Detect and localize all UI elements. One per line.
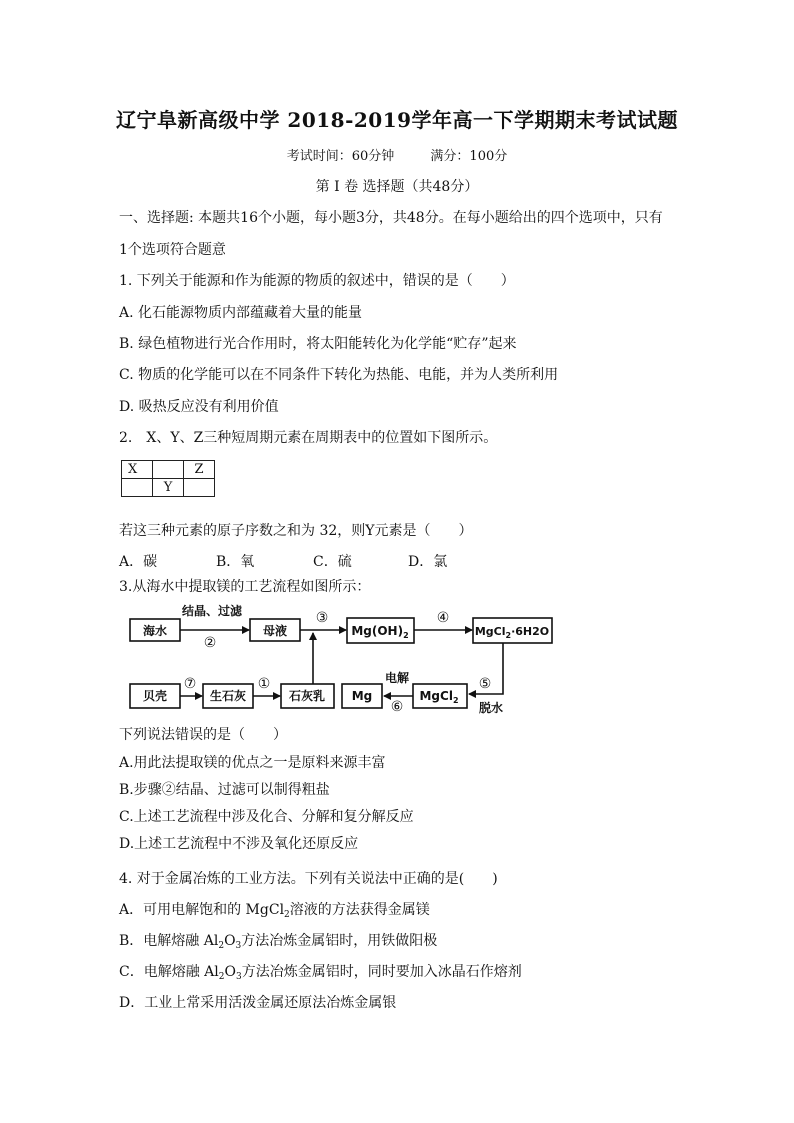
label-crystallize-filter: 结晶、过滤 (181, 604, 243, 618)
q3-option-d: D.上述工艺流程中不涉及氧化还原反应 (119, 836, 359, 852)
label-shell: 贝壳 (142, 689, 168, 703)
step-7: ⑦ (183, 676, 197, 692)
exam-score: 满分：100分 (430, 149, 508, 164)
q2-stem: 2. X、Y、Z三种短周期元素在周期表中的位置如下图所示。 (119, 430, 498, 446)
table-cell: Y (153, 479, 184, 497)
q3-question: 下列说法错误的是（ ） (119, 727, 287, 743)
label-electrolysis: 电解 (384, 671, 410, 685)
table-cell: Z (184, 461, 215, 479)
q4-stem: 4. 对于金属冶炼的工业方法。下列有关说法中正确的是( ) (119, 871, 498, 887)
intro-line-2: 1个选项符合题意 (119, 242, 226, 258)
exam-time: 考试时间：60分钟 (286, 149, 395, 164)
q1-option-d: D. 吸热反应没有利用价值 (119, 399, 279, 415)
label-mother-liquor: 母液 (262, 624, 288, 638)
q1-option-a: A. 化石能源物质内部蕴藏着大量的能量 (119, 305, 363, 321)
q4-option-a: A．可用电解饱和的 MgCl$_2$溶液的方法获得金属镁 (119, 902, 430, 920)
step-6: ⑥ (390, 699, 404, 715)
q2-option-d: D．氯 (408, 554, 448, 570)
q1-stem: 1. 下列关于能源和作为能源的物质的叙述中，错误的是（ ） (119, 273, 515, 289)
q2-option-b: B．氧 (216, 554, 255, 570)
q2-option-c: C．硫 (313, 554, 352, 570)
step-1: ① (257, 676, 271, 692)
q3-option-c: C.上述工艺流程中涉及化合、分解和复分解反应 (119, 809, 414, 825)
q2-question: 若这三种元素的原子序数之和为 32，则Y元素是（ ） (119, 523, 473, 539)
q1-option-b: B. 绿色植物进行光合作用时，将太阳能转化为化学能“贮存”起来 (119, 336, 517, 352)
q4-option-b: B．电解熔融 $Al_2O_3$方法冶炼金属铝时，用铁做阳极 (119, 933, 438, 951)
q2-option-a: A．碳 (119, 554, 158, 570)
section-heading: 第 Ⅰ 卷 选择题（共48分） (315, 179, 479, 195)
q3-option-a: A.用此法提取镁的优点之一是原料来源丰富 (119, 755, 386, 771)
q3-option-b: B.步骤②结晶、过滤可以制得粗盐 (119, 782, 330, 798)
label-mgcl2-hydrate: MgCl$_2$·6H2O (474, 625, 550, 640)
step-5: ⑤ (478, 676, 492, 692)
label-mgcl2: MgCl$_2$ (419, 689, 459, 705)
q4-option-d: D．工业上常采用活泼金属还原法冶炼金属银 (119, 995, 397, 1011)
q3-stem: 3.从海水中提取镁的工艺流程如图所示： (119, 579, 371, 595)
label-dehydrate: 脱水 (478, 701, 504, 715)
label-mg: Mg (351, 689, 373, 703)
label-quicklime: 生石灰 (209, 689, 247, 703)
label-lime-milk: 石灰乳 (288, 689, 326, 703)
table-cell: X (122, 461, 153, 479)
label-seawater: 海水 (142, 624, 168, 638)
q1-option-c: C. 物质的化学能可以在不同条件下转化为热能、电能，并为人类所利用 (119, 367, 559, 383)
intro-line-1: 一、选择题: 本题共16个小题，每小题3分，共48分。在每小题给出的四个选项中，只有 (119, 210, 663, 226)
label-mgoh2: $Mg(OH)_2$ (351, 624, 409, 640)
step-4: ④ (436, 610, 450, 626)
step-3: ③ (315, 610, 329, 626)
q4-option-c: C．电解熔融 $Al_2O_3$方法冶炼金属铝时，同时要加入冰晶石作熔剂 (119, 964, 522, 982)
step-2: ② (203, 635, 217, 651)
exam-title: 辽宁阜新高级中学 2018-2019学年高一下学期期末考试试题 (115, 108, 679, 132)
